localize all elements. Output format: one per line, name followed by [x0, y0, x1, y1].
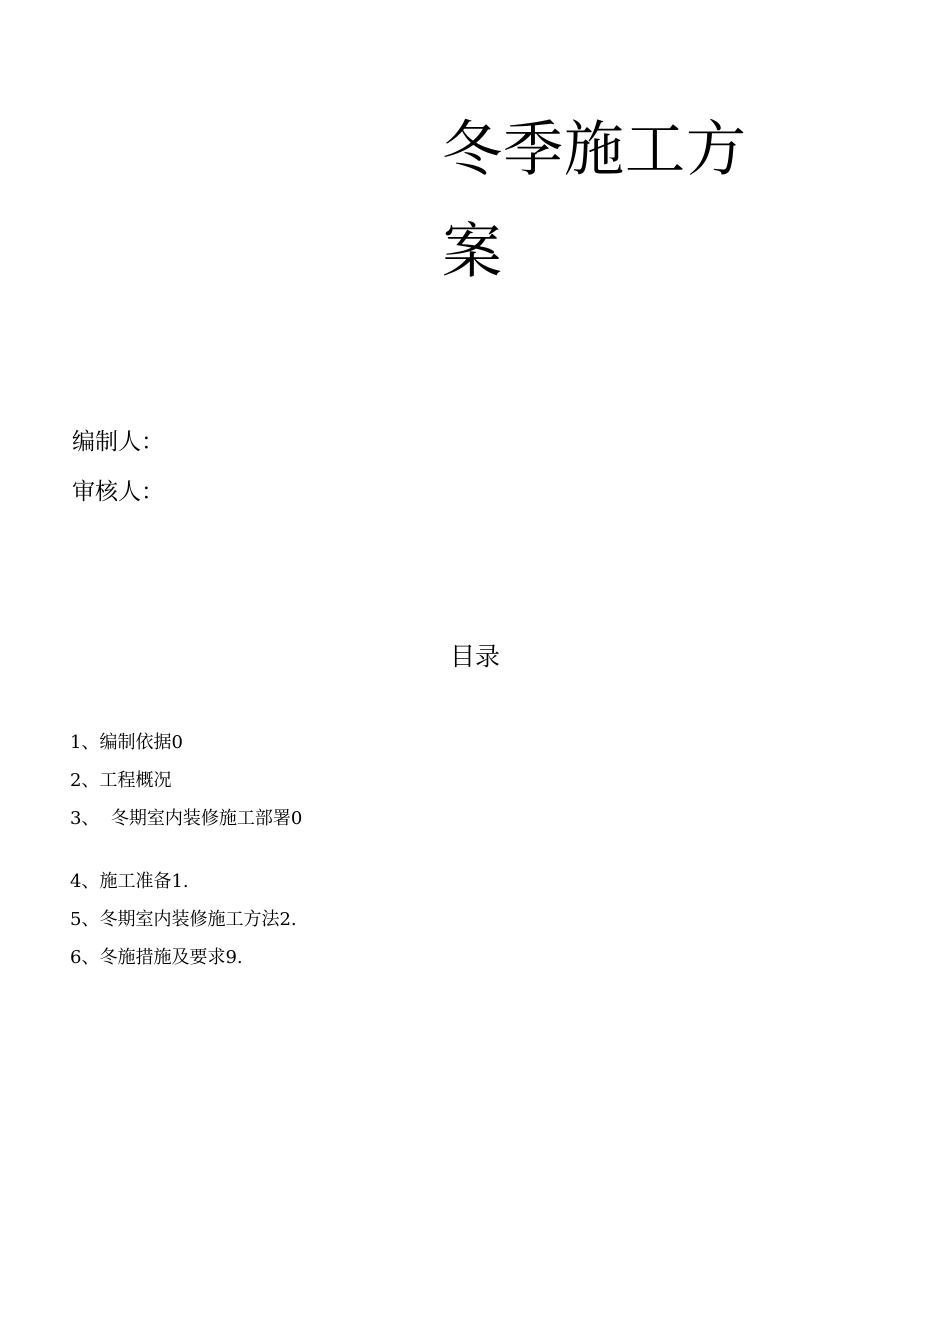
toc-heading: 目录: [449, 642, 500, 671]
toc-item: 4、施工准备1.: [70, 871, 189, 892]
reviewer-label: 审核人：: [72, 479, 164, 505]
toc-item: 1、编制依据0: [70, 732, 183, 753]
toc-item: 2、工程概况: [70, 770, 172, 791]
toc-item: 5、冬期室内装修施工方法2.: [70, 909, 297, 930]
toc-item: 3、 冬期室内装修施工部署0: [70, 808, 303, 829]
toc-item: 6、冬施措施及要求9.: [70, 947, 243, 968]
editor-label: 编制人：: [72, 429, 164, 455]
document-title-line-1: 冬季施工方: [442, 115, 747, 185]
document-title-line-2: 案: [442, 217, 503, 287]
